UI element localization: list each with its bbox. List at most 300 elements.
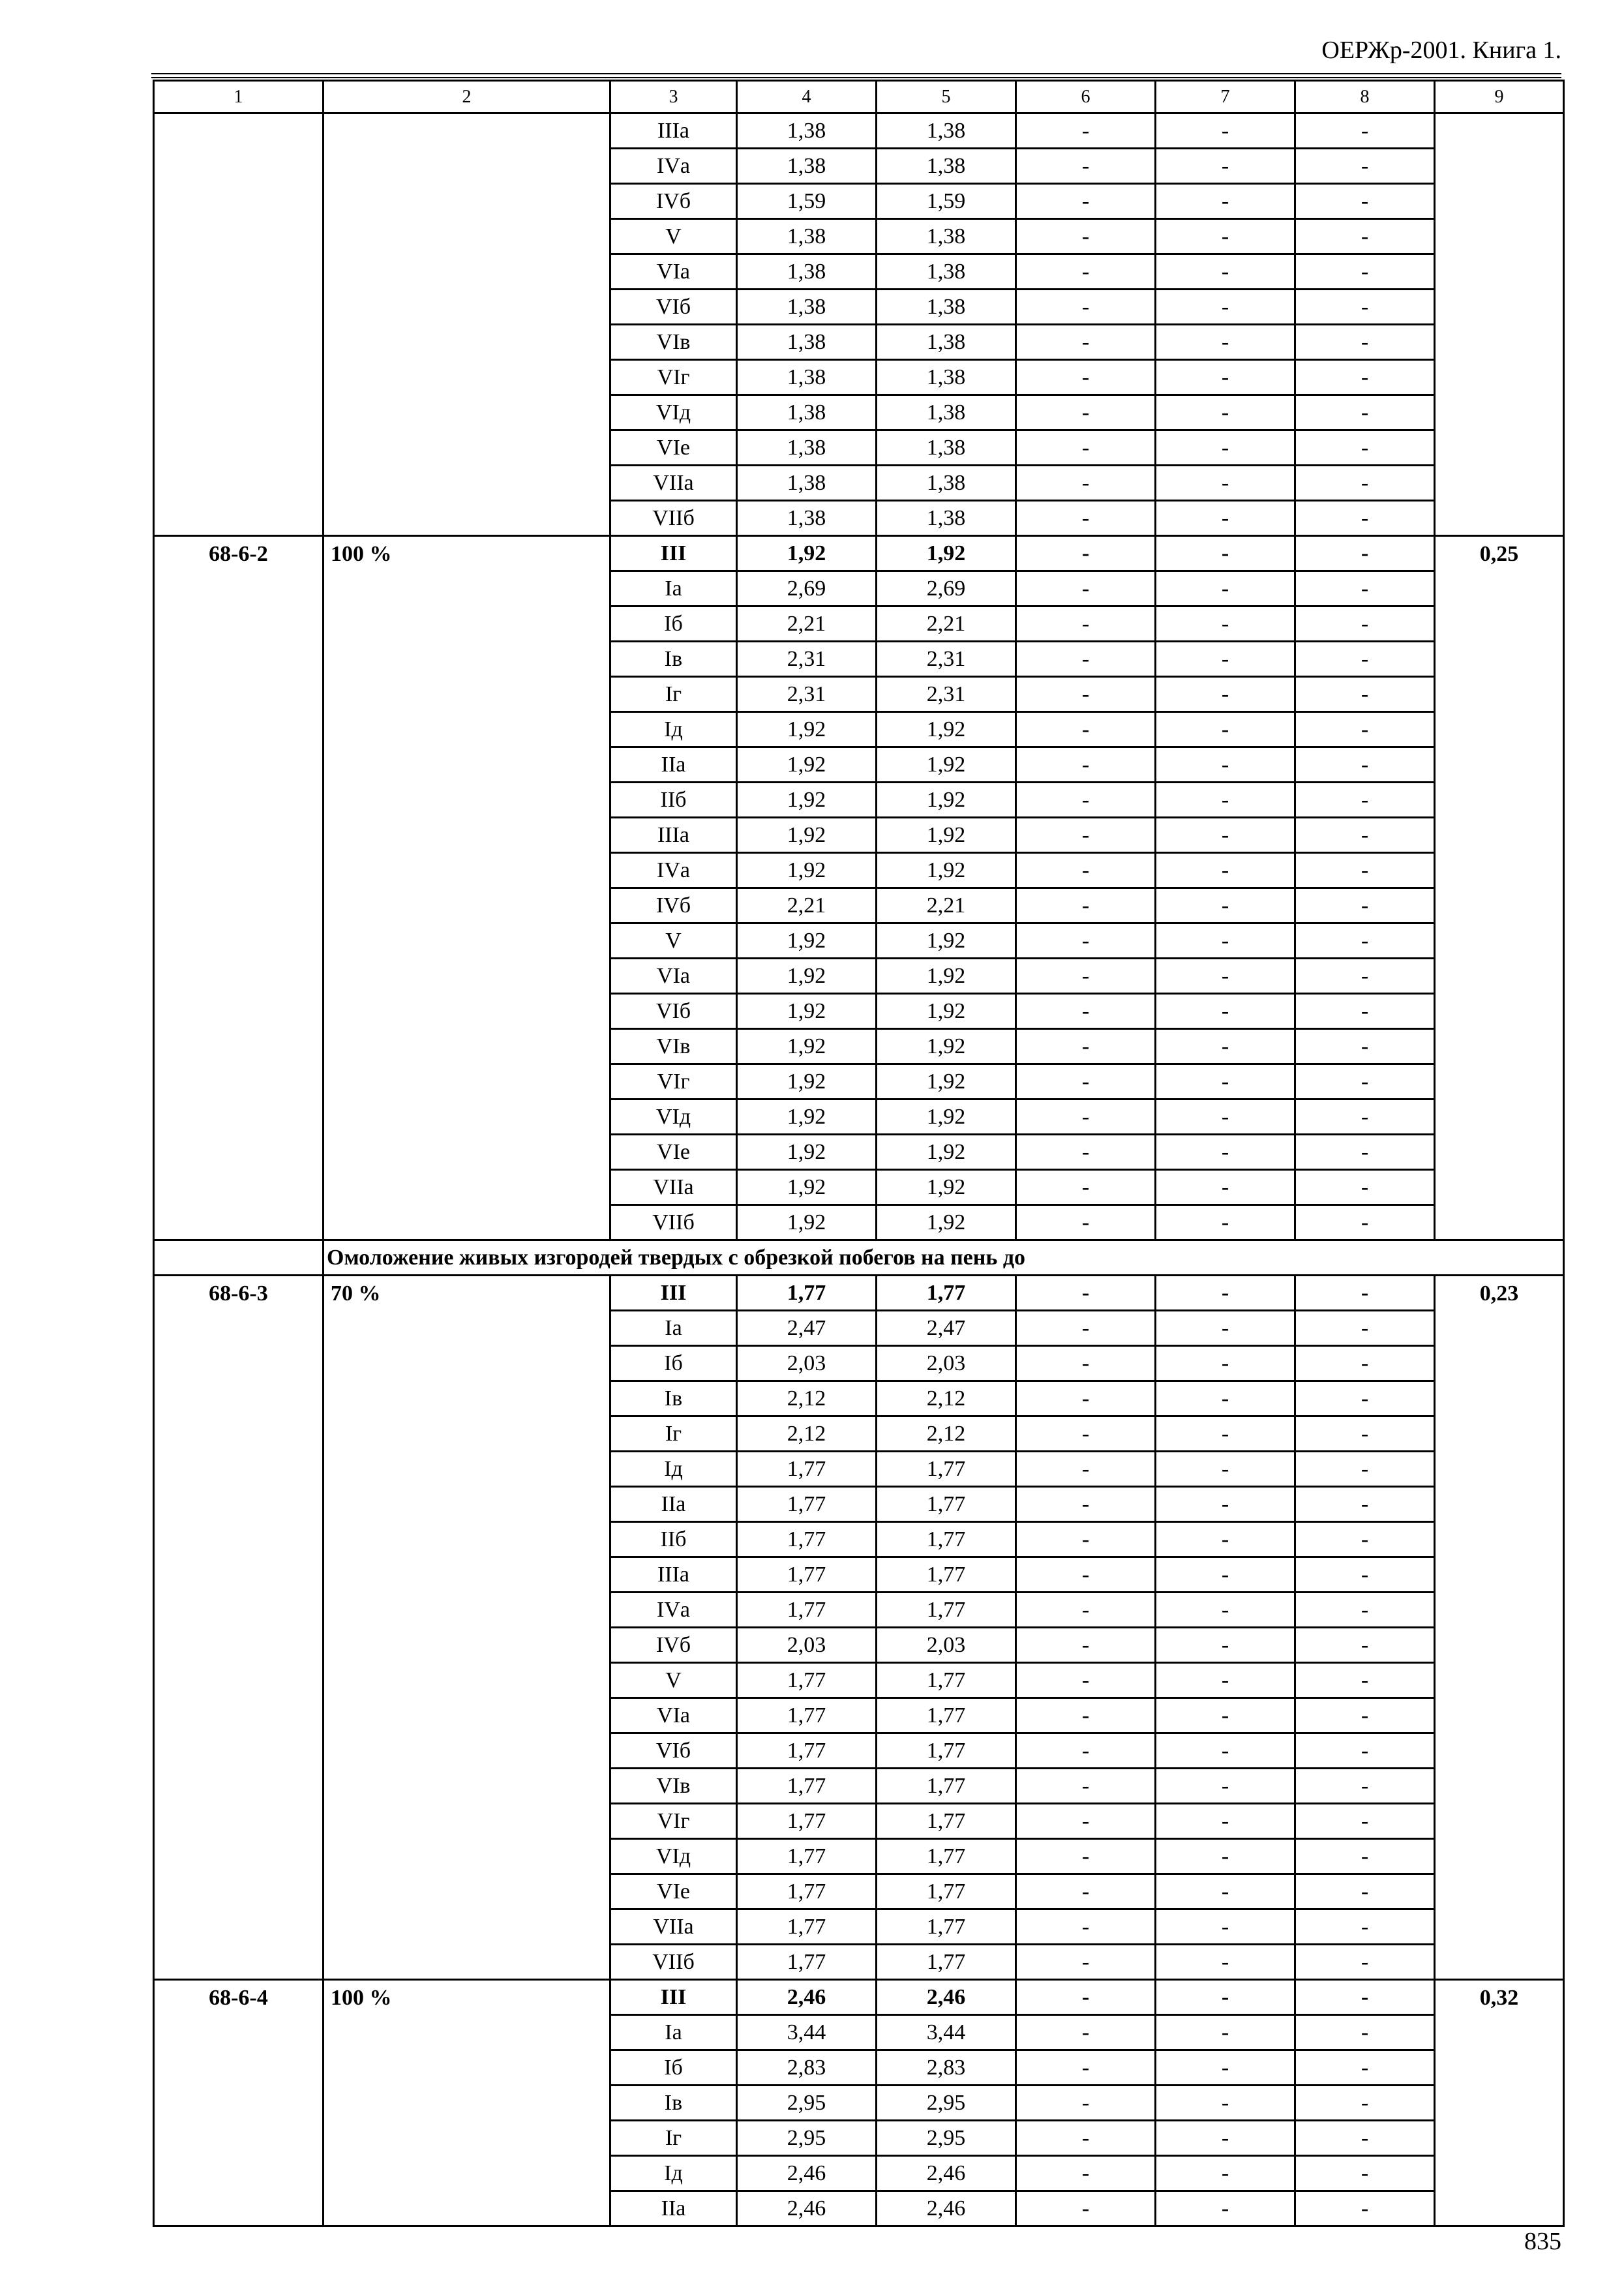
zone-cell: Iв: [610, 642, 737, 677]
value-col7-cell: -: [1156, 1346, 1295, 1381]
value-col6-cell: -: [1016, 1557, 1156, 1593]
value-col4-cell: 3,44: [737, 2015, 877, 2050]
value-col8-cell: -: [1295, 888, 1435, 923]
value-col6-cell: -: [1016, 395, 1156, 430]
value-col4-cell: 1,77: [737, 1452, 877, 1487]
table-row: [154, 113, 1564, 149]
value-col5-cell: 1,92: [877, 747, 1016, 783]
value-col4-cell: 1,38: [737, 501, 877, 536]
value-col6-cell: -: [1016, 254, 1156, 290]
value-col8-cell: -: [1295, 1487, 1435, 1522]
zone-cell: VIа: [610, 254, 737, 290]
value-col8-cell: -: [1295, 536, 1435, 571]
zone-cell: VIв: [610, 1769, 737, 1804]
column-header-3: 3: [610, 81, 737, 113]
value-col6-cell: -: [1016, 818, 1156, 853]
value-col5-cell: 1,77: [877, 1804, 1016, 1839]
value-col4-cell: 1,92: [737, 994, 877, 1029]
value-col7-cell: -: [1156, 1839, 1295, 1874]
value-col5-cell: 2,03: [877, 1346, 1016, 1381]
value-col5-cell: 2,46: [877, 1980, 1016, 2015]
value-col5-cell: 2,21: [877, 888, 1016, 923]
rate-code-cell: 68-6-2: [154, 536, 323, 1240]
value-col7-cell: -: [1156, 360, 1295, 395]
value-col5-cell: 2,69: [877, 571, 1016, 606]
value-col7-cell: -: [1156, 1593, 1295, 1628]
value-col8-cell: -: [1295, 254, 1435, 290]
value-col6-cell: -: [1016, 712, 1156, 747]
value-col5-cell: 1,92: [877, 994, 1016, 1029]
value-col4-cell: 1,38: [737, 466, 877, 501]
value-col6-cell: -: [1016, 430, 1156, 466]
zone-cell: Iб: [610, 2050, 737, 2086]
section-title-row: [154, 1240, 1564, 1276]
zone-cell: Iг: [610, 1416, 737, 1452]
value-col8-cell: -: [1295, 1804, 1435, 1839]
value-col5-cell: 2,46: [877, 2156, 1016, 2191]
value-col6-cell: -: [1016, 2191, 1156, 2226]
zone-cell: IVб: [610, 1628, 737, 1663]
value-col4-cell: 2,12: [737, 1381, 877, 1416]
zone-cell: Iв: [610, 1381, 737, 1416]
zone-cell: Iд: [610, 1452, 737, 1487]
value-col4-cell: 1,92: [737, 818, 877, 853]
value-col6-cell: -: [1016, 325, 1156, 360]
value-col6-cell: -: [1016, 1100, 1156, 1135]
percent-cell: 100 %: [323, 1980, 610, 2226]
value-col6-cell: -: [1016, 1593, 1156, 1628]
value-col6-cell: -: [1016, 360, 1156, 395]
value-col4-cell: 1,92: [737, 1064, 877, 1100]
zone-cell: Iг: [610, 2121, 737, 2156]
value-col5-cell: 1,38: [877, 430, 1016, 466]
value-col4-cell: 1,38: [737, 360, 877, 395]
value-col8-cell: -: [1295, 2015, 1435, 2050]
table-body: [154, 81, 1564, 2226]
value-col7-cell: -: [1156, 395, 1295, 430]
value-col5-cell: 1,77: [877, 1874, 1016, 1909]
value-col7-cell: -: [1156, 1909, 1295, 1945]
value-col5-cell: 2,21: [877, 606, 1016, 642]
value-col8-cell: -: [1295, 325, 1435, 360]
zone-cell: V: [610, 1663, 737, 1698]
percent-cell: 100 %: [323, 536, 610, 1240]
value-col6-cell: -: [1016, 1416, 1156, 1452]
value-col4-cell: 1,77: [737, 1698, 877, 1733]
zone-cell: IIа: [610, 2191, 737, 2226]
zone-cell: VIIб: [610, 501, 737, 536]
value-col6-cell: -: [1016, 1945, 1156, 1980]
zone-cell: VIд: [610, 395, 737, 430]
value-col4-cell: 2,47: [737, 1311, 877, 1346]
value-col6-cell: -: [1016, 149, 1156, 184]
value-col4-cell: 1,77: [737, 1733, 877, 1769]
value-col5-cell: 1,77: [877, 1769, 1016, 1804]
value-col5-cell: 1,77: [877, 1909, 1016, 1945]
value-col5-cell: 2,95: [877, 2121, 1016, 2156]
value-col4-cell: 2,21: [737, 888, 877, 923]
section-title: Омоложение живых изгородей твердых с обрезкой побегов на пень до: [323, 1240, 1564, 1276]
value-col5-cell: 1,77: [877, 1663, 1016, 1698]
value-col8-cell: -: [1295, 1205, 1435, 1240]
column-header-4: 4: [737, 81, 877, 113]
value-col5-cell: 1,38: [877, 149, 1016, 184]
value-col8-cell: -: [1295, 395, 1435, 430]
value-col6-cell: -: [1016, 959, 1156, 994]
zone-cell: VIб: [610, 994, 737, 1029]
value-col7-cell: -: [1156, 2086, 1295, 2121]
value-col7-cell: -: [1156, 606, 1295, 642]
value-col8-cell: -: [1295, 1276, 1435, 1311]
value-col8-cell: -: [1295, 818, 1435, 853]
value-col8-cell: -: [1295, 747, 1435, 783]
table-header-row: [154, 81, 1564, 113]
value-col7-cell: -: [1156, 1522, 1295, 1557]
value-col5-cell: 1,92: [877, 818, 1016, 853]
value-col4-cell: 1,77: [737, 1276, 877, 1311]
value-col6-cell: -: [1016, 536, 1156, 571]
value-col8-cell: -: [1295, 1522, 1435, 1557]
value-col8-cell: -: [1295, 959, 1435, 994]
value-col5-cell: 1,77: [877, 1593, 1016, 1628]
value-col8-cell: -: [1295, 1980, 1435, 2015]
value-col8-cell: -: [1295, 149, 1435, 184]
value-col8-cell: -: [1295, 923, 1435, 959]
value-col8-cell: -: [1295, 1733, 1435, 1769]
value-col5-cell: 2,03: [877, 1628, 1016, 1663]
value-col6-cell: -: [1016, 1769, 1156, 1804]
value-col5-cell: 1,38: [877, 113, 1016, 149]
value-col6-cell: -: [1016, 1276, 1156, 1311]
value-col5-cell: 1,38: [877, 290, 1016, 325]
value-col8-cell: -: [1295, 1346, 1435, 1381]
zone-cell: VIIа: [610, 1909, 737, 1945]
value-col7-cell: -: [1156, 1170, 1295, 1205]
value-col8-cell: -: [1295, 1663, 1435, 1698]
value-col5-cell: 2,12: [877, 1381, 1016, 1416]
value-col4-cell: 1,92: [737, 853, 877, 888]
column-header-9: 9: [1435, 81, 1564, 113]
value-col5-cell: 1,92: [877, 1205, 1016, 1240]
value-col6-cell: -: [1016, 1522, 1156, 1557]
value-col4-cell: 1,38: [737, 430, 877, 466]
value-col4-cell: 2,46: [737, 2191, 877, 2226]
value-col6-cell: -: [1016, 747, 1156, 783]
value-col6-cell: -: [1016, 501, 1156, 536]
col9-value-cell: [1435, 113, 1564, 536]
value-col6-cell: -: [1016, 1311, 1156, 1346]
value-col6-cell: -: [1016, 2156, 1156, 2191]
zone-cell: V: [610, 219, 737, 254]
zone-cell: VIе: [610, 1874, 737, 1909]
value-col7-cell: -: [1156, 2015, 1295, 2050]
table-row: [154, 536, 1564, 571]
value-col5-cell: 1,77: [877, 1733, 1016, 1769]
zone-cell: V: [610, 923, 737, 959]
value-col8-cell: -: [1295, 1311, 1435, 1346]
value-col5-cell: 1,77: [877, 1522, 1016, 1557]
value-col7-cell: -: [1156, 2191, 1295, 2226]
section-empty-cell: [154, 1240, 323, 1276]
zone-cell: IIIа: [610, 1557, 737, 1593]
value-col6-cell: -: [1016, 1346, 1156, 1381]
value-col6-cell: -: [1016, 113, 1156, 149]
value-col6-cell: -: [1016, 677, 1156, 712]
value-col7-cell: -: [1156, 1100, 1295, 1135]
value-col8-cell: -: [1295, 2086, 1435, 2121]
value-col4-cell: 1,38: [737, 149, 877, 184]
value-col6-cell: -: [1016, 853, 1156, 888]
value-col6-cell: -: [1016, 1663, 1156, 1698]
value-col7-cell: -: [1156, 1733, 1295, 1769]
value-col5-cell: 1,92: [877, 1029, 1016, 1064]
value-col7-cell: -: [1156, 712, 1295, 747]
zone-cell: VIд: [610, 1839, 737, 1874]
column-header-8: 8: [1295, 81, 1435, 113]
value-col5-cell: 1,38: [877, 325, 1016, 360]
value-col6-cell: -: [1016, 184, 1156, 219]
value-col4-cell: 1,92: [737, 747, 877, 783]
value-col6-cell: -: [1016, 1487, 1156, 1522]
value-col7-cell: -: [1156, 1029, 1295, 1064]
column-header-5: 5: [877, 81, 1016, 113]
value-col4-cell: 1,92: [737, 1029, 877, 1064]
value-col7-cell: -: [1156, 1452, 1295, 1487]
value-col7-cell: -: [1156, 149, 1295, 184]
zone-cell: IVа: [610, 149, 737, 184]
value-col4-cell: 1,92: [737, 1170, 877, 1205]
value-col7-cell: -: [1156, 1487, 1295, 1522]
table-row: [154, 1276, 1564, 1311]
value-col8-cell: -: [1295, 1628, 1435, 1663]
value-col5-cell: 2,83: [877, 2050, 1016, 2086]
value-col5-cell: 1,92: [877, 712, 1016, 747]
value-col8-cell: -: [1295, 783, 1435, 818]
value-col6-cell: -: [1016, 2121, 1156, 2156]
value-col5-cell: 1,38: [877, 360, 1016, 395]
value-col6-cell: -: [1016, 1205, 1156, 1240]
value-col4-cell: 1,92: [737, 1205, 877, 1240]
column-header-6: 6: [1016, 81, 1156, 113]
value-col8-cell: -: [1295, 1698, 1435, 1733]
value-col4-cell: 2,95: [737, 2121, 877, 2156]
value-col6-cell: -: [1016, 1064, 1156, 1100]
value-col7-cell: -: [1156, 1276, 1295, 1311]
value-col6-cell: -: [1016, 994, 1156, 1029]
value-col8-cell: -: [1295, 2050, 1435, 2086]
value-col4-cell: 1,38: [737, 219, 877, 254]
value-col7-cell: -: [1156, 994, 1295, 1029]
zone-cell: VIIа: [610, 1170, 737, 1205]
value-col7-cell: -: [1156, 1945, 1295, 1980]
value-col4-cell: 1,77: [737, 1769, 877, 1804]
value-col8-cell: -: [1295, 1029, 1435, 1064]
zone-cell: Iб: [610, 606, 737, 642]
column-header-2: 2: [323, 81, 610, 113]
value-col6-cell: -: [1016, 2050, 1156, 2086]
value-col8-cell: -: [1295, 853, 1435, 888]
value-col8-cell: -: [1295, 360, 1435, 395]
zone-cell: VIв: [610, 325, 737, 360]
value-col7-cell: -: [1156, 325, 1295, 360]
rate-code-cell: 68-6-4: [154, 1980, 323, 2226]
value-col7-cell: -: [1156, 536, 1295, 571]
value-col7-cell: -: [1156, 1980, 1295, 2015]
value-col6-cell: -: [1016, 606, 1156, 642]
value-col6-cell: -: [1016, 1170, 1156, 1205]
value-col6-cell: -: [1016, 571, 1156, 606]
value-col6-cell: -: [1016, 290, 1156, 325]
value-col6-cell: -: [1016, 888, 1156, 923]
value-col5-cell: 1,59: [877, 184, 1016, 219]
value-col7-cell: -: [1156, 2156, 1295, 2191]
value-col4-cell: 2,12: [737, 1416, 877, 1452]
value-col8-cell: -: [1295, 1452, 1435, 1487]
zone-cell: VIг: [610, 1804, 737, 1839]
value-col5-cell: 2,95: [877, 2086, 1016, 2121]
value-col8-cell: -: [1295, 1381, 1435, 1416]
value-col7-cell: -: [1156, 959, 1295, 994]
rate-code-cell: [154, 113, 323, 536]
value-col4-cell: 1,77: [737, 1839, 877, 1874]
value-col4-cell: 1,92: [737, 536, 877, 571]
value-col7-cell: -: [1156, 888, 1295, 923]
value-col7-cell: -: [1156, 1205, 1295, 1240]
zone-cell: VIе: [610, 1135, 737, 1170]
value-col4-cell: 1,92: [737, 923, 877, 959]
value-col7-cell: -: [1156, 853, 1295, 888]
value-col6-cell: -: [1016, 1452, 1156, 1487]
value-col5-cell: 1,92: [877, 536, 1016, 571]
value-col8-cell: -: [1295, 571, 1435, 606]
zone-cell: VIIа: [610, 466, 737, 501]
col9-value-cell: 0,32: [1435, 1980, 1564, 2226]
value-col8-cell: -: [1295, 466, 1435, 501]
value-col8-cell: -: [1295, 1839, 1435, 1874]
value-col7-cell: -: [1156, 747, 1295, 783]
zone-cell: Iг: [610, 677, 737, 712]
value-col4-cell: 1,92: [737, 959, 877, 994]
value-col7-cell: -: [1156, 1698, 1295, 1733]
value-col7-cell: -: [1156, 1628, 1295, 1663]
zone-cell: Iа: [610, 2015, 737, 2050]
value-col7-cell: -: [1156, 923, 1295, 959]
value-col5-cell: 1,92: [877, 783, 1016, 818]
zone-cell: VIа: [610, 959, 737, 994]
zone-cell: IIб: [610, 1522, 737, 1557]
value-col8-cell: -: [1295, 290, 1435, 325]
col9-value-cell: 0,23: [1435, 1276, 1564, 1980]
zone-cell: IIа: [610, 1487, 737, 1522]
value-col8-cell: -: [1295, 1909, 1435, 1945]
value-col5-cell: 2,31: [877, 642, 1016, 677]
value-col4-cell: 1,38: [737, 290, 877, 325]
value-col5-cell: 1,92: [877, 853, 1016, 888]
value-col7-cell: -: [1156, 501, 1295, 536]
value-col4-cell: 2,46: [737, 1980, 877, 2015]
zone-cell: VIIб: [610, 1945, 737, 1980]
zone-cell: IIIа: [610, 113, 737, 149]
value-col6-cell: -: [1016, 923, 1156, 959]
value-col7-cell: -: [1156, 1663, 1295, 1698]
value-col6-cell: -: [1016, 466, 1156, 501]
value-col7-cell: -: [1156, 1557, 1295, 1593]
value-col4-cell: 2,83: [737, 2050, 877, 2086]
zone-cell: III: [610, 1980, 737, 2015]
header-rule: [151, 73, 1561, 74]
value-col6-cell: -: [1016, 1804, 1156, 1839]
value-col7-cell: -: [1156, 184, 1295, 219]
value-col6-cell: -: [1016, 2086, 1156, 2121]
value-col6-cell: -: [1016, 1733, 1156, 1769]
value-col4-cell: 2,31: [737, 677, 877, 712]
value-col5-cell: 1,77: [877, 1839, 1016, 1874]
value-col6-cell: -: [1016, 1980, 1156, 2015]
value-col7-cell: -: [1156, 1135, 1295, 1170]
value-col4-cell: 1,92: [737, 1135, 877, 1170]
zone-cell: IVб: [610, 184, 737, 219]
value-col7-cell: -: [1156, 783, 1295, 818]
value-col4-cell: 2,69: [737, 571, 877, 606]
value-col8-cell: -: [1295, 677, 1435, 712]
column-header-7: 7: [1156, 81, 1295, 113]
value-col5-cell: 2,31: [877, 677, 1016, 712]
value-col4-cell: 1,77: [737, 1909, 877, 1945]
zone-cell: III: [610, 536, 737, 571]
value-col6-cell: -: [1016, 642, 1156, 677]
value-col4-cell: 1,77: [737, 1663, 877, 1698]
value-col7-cell: -: [1156, 1311, 1295, 1346]
value-col5-cell: 1,77: [877, 1276, 1016, 1311]
zone-cell: Iа: [610, 1311, 737, 1346]
value-col8-cell: -: [1295, 184, 1435, 219]
zone-cell: VIг: [610, 360, 737, 395]
value-col4-cell: 2,95: [737, 2086, 877, 2121]
value-col5-cell: 1,77: [877, 1487, 1016, 1522]
value-col5-cell: 1,77: [877, 1698, 1016, 1733]
value-col8-cell: -: [1295, 642, 1435, 677]
value-col8-cell: -: [1295, 219, 1435, 254]
value-col8-cell: -: [1295, 1769, 1435, 1804]
zone-cell: VIа: [610, 1698, 737, 1733]
value-col5-cell: 1,77: [877, 1452, 1016, 1487]
zone-cell: VIе: [610, 430, 737, 466]
value-col4-cell: 1,92: [737, 712, 877, 747]
zone-cell: VIб: [610, 290, 737, 325]
value-col6-cell: -: [1016, 1839, 1156, 1874]
value-col8-cell: -: [1295, 1593, 1435, 1628]
value-col5-cell: 1,92: [877, 923, 1016, 959]
zone-cell: IVа: [610, 853, 737, 888]
rate-code-cell: 68-6-3: [154, 1276, 323, 1980]
value-col8-cell: -: [1295, 501, 1435, 536]
value-col8-cell: -: [1295, 430, 1435, 466]
value-col8-cell: -: [1295, 994, 1435, 1029]
value-col7-cell: -: [1156, 466, 1295, 501]
value-col5-cell: 3,44: [877, 2015, 1016, 2050]
value-col8-cell: -: [1295, 2191, 1435, 2226]
zone-cell: VIв: [610, 1029, 737, 1064]
value-col5-cell: 1,38: [877, 466, 1016, 501]
value-col8-cell: -: [1295, 1100, 1435, 1135]
value-col7-cell: -: [1156, 677, 1295, 712]
value-col5-cell: 1,77: [877, 1945, 1016, 1980]
norms-table: [153, 80, 1565, 2227]
value-col8-cell: -: [1295, 1064, 1435, 1100]
value-col4-cell: 2,46: [737, 2156, 877, 2191]
value-col6-cell: -: [1016, 1381, 1156, 1416]
percent-cell: [323, 113, 610, 536]
